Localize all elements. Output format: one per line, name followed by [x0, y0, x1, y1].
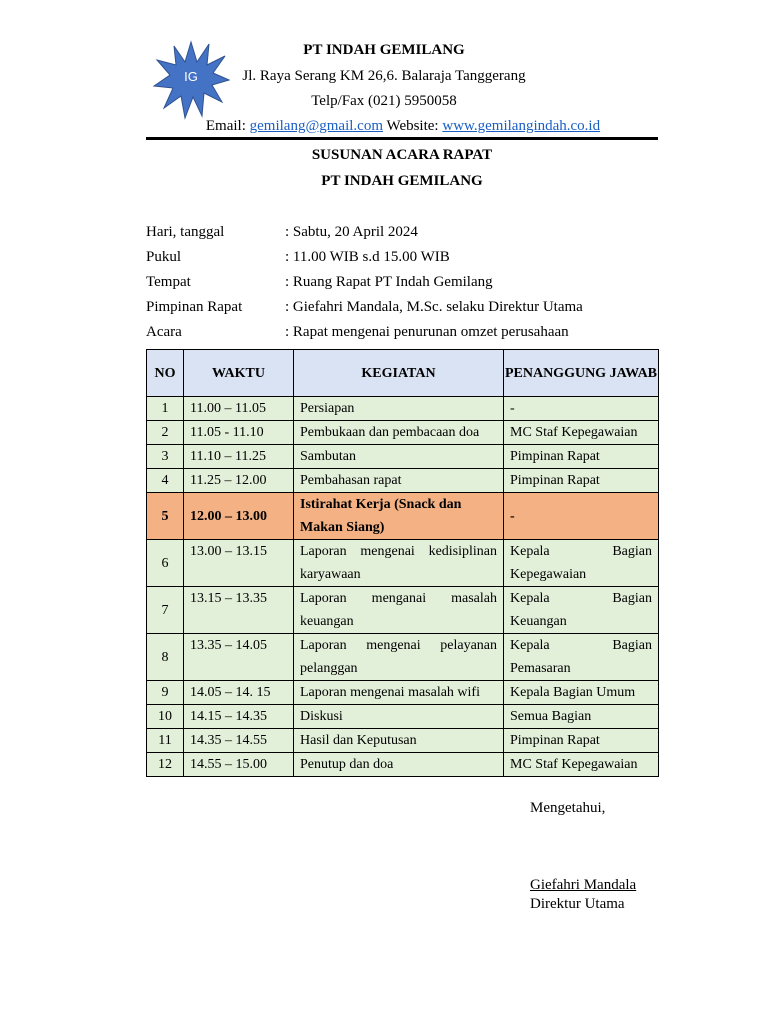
table-header-row	[147, 350, 659, 397]
cell-no: 3	[147, 445, 184, 469]
cell-waktu: 11.10 – 11.25	[184, 445, 294, 469]
cell-no: 10	[147, 705, 184, 729]
info-value: : Sabtu, 20 April 2024	[285, 224, 418, 240]
meeting-info	[146, 224, 666, 349]
cell-waktu: 13.00 – 13.15	[184, 540, 294, 587]
cell-no: 7	[147, 587, 184, 634]
cell-kegiatan: Hasil dan Keputusan	[294, 729, 504, 753]
info-row	[146, 224, 666, 249]
table-row	[147, 634, 659, 681]
logo-text: IG	[184, 69, 198, 84]
cell-penanggung-jawab: -	[504, 493, 659, 540]
cell-penanggung-jawab: Kepala Bagian Umum	[504, 681, 659, 705]
cell-waktu: 11.25 – 12.00	[184, 469, 294, 493]
column-header-penanggung-jawab: PENANGGUNG JAWAB	[504, 350, 659, 397]
cell-no: 2	[147, 421, 184, 445]
cell-waktu: 14.35 – 14.55	[184, 729, 294, 753]
cell-waktu: 11.00 – 11.05	[184, 397, 294, 421]
table-row	[147, 421, 659, 445]
table-row	[147, 729, 659, 753]
cell-waktu: 11.05 - 11.10	[184, 421, 294, 445]
cell-kegiatan: Laporan mengenai kedisiplinan karyawaan	[294, 540, 504, 587]
signature-acknowledged: Mengetahui,	[530, 800, 606, 816]
info-label: Pimpinan Rapat	[146, 299, 243, 315]
info-value: : Ruang Rapat PT Indah Gemilang	[285, 274, 493, 290]
company-telfax: Telp/Fax (021) 5950058	[311, 93, 457, 109]
cell-kegiatan: Laporan mengenai pelayanan pelanggan	[294, 634, 504, 681]
table-row-highlighted	[147, 493, 659, 540]
info-row	[146, 299, 666, 324]
info-value: : Giefahri Mandala, M.Sc. selaku Direktur Utama	[285, 299, 583, 315]
table-row	[147, 753, 659, 777]
agenda-table	[146, 349, 659, 777]
email-label: Email:	[205, 118, 246, 134]
cell-kegiatan: Istirahat Kerja (Snack dan Makan Siang)	[294, 493, 504, 540]
info-label: Hari, tanggal	[146, 224, 225, 240]
column-header-waktu: WAKTU	[184, 350, 294, 397]
cell-kegiatan: Laporan mengenai masalah wifi	[294, 681, 504, 705]
info-row	[146, 249, 666, 274]
cell-no: 5	[147, 493, 184, 540]
cell-no: 9	[147, 681, 184, 705]
cell-kegiatan: Sambutan	[294, 445, 504, 469]
table-row	[147, 705, 659, 729]
cell-no: 12	[147, 753, 184, 777]
cell-kegiatan: Pembukaan dan pembacaan doa	[294, 421, 504, 445]
cell-penanggung-jawab: Kepala Bagian Kepegawaian	[504, 540, 659, 587]
signature-position: Direktur Utama	[530, 896, 625, 912]
info-value: : 11.00 WIB s.d 15.00 WIB	[285, 249, 450, 265]
cell-penanggung-jawab: Kepala Bagian Keuangan	[504, 587, 659, 634]
cell-kegiatan: Penutup dan doa	[294, 753, 504, 777]
table-row	[147, 681, 659, 705]
document-subtitle: PT INDAH GEMILANG	[321, 173, 483, 189]
cell-waktu: 13.15 – 13.35	[184, 587, 294, 634]
cell-penanggung-jawab: -	[504, 397, 659, 421]
cell-waktu: 14.15 – 14.35	[184, 705, 294, 729]
cell-waktu: 14.05 – 14. 15	[184, 681, 294, 705]
info-value: : Rapat mengenai penurunan omzet perusahaan	[285, 324, 569, 340]
cell-kegiatan: Persiapan	[294, 397, 504, 421]
document-title: SUSUNAN ACARA RAPAT	[311, 147, 493, 163]
signature-name: Giefahri Mandala	[530, 877, 637, 893]
cell-penanggung-jawab: Kepala Bagian Pemasaran	[504, 634, 659, 681]
cell-penanggung-jawab: MC Staf Kepegawaian	[504, 753, 659, 777]
table-row	[147, 469, 659, 493]
cell-no: 6	[147, 540, 184, 587]
cell-no: 11	[147, 729, 184, 753]
header-divider	[146, 137, 658, 140]
cell-penanggung-jawab: Pimpinan Rapat	[504, 729, 659, 753]
column-header-kegiatan: KEGIATAN	[294, 350, 504, 397]
table-row	[147, 587, 659, 634]
cell-waktu: 13.35 – 14.05	[184, 634, 294, 681]
info-label: Acara	[146, 324, 182, 340]
cell-kegiatan: Laporan menganai masalah keuangan	[294, 587, 504, 634]
contact-line	[38, 118, 768, 135]
company-name: PT INDAH GEMILANG	[303, 42, 465, 58]
website-label: Website:	[386, 118, 439, 134]
cell-waktu: 14.55 – 15.00	[184, 753, 294, 777]
info-label: Tempat	[146, 274, 191, 290]
cell-kegiatan: Pembahasan rapat	[294, 469, 504, 493]
email-link[interactable]: gemilang@gmail.com	[249, 118, 383, 134]
info-row	[146, 274, 666, 299]
cell-no: 8	[147, 634, 184, 681]
info-label: Pukul	[146, 249, 182, 265]
table-row	[147, 445, 659, 469]
cell-no: 4	[147, 469, 184, 493]
cell-no: 1	[147, 397, 184, 421]
column-header-no: NO	[147, 350, 184, 397]
table-row	[147, 397, 659, 421]
cell-penanggung-jawab: MC Staf Kepegawaian	[504, 421, 659, 445]
cell-waktu: 12.00 – 13.00	[184, 493, 294, 540]
company-address: Jl. Raya Serang KM 26,6. Balaraja Tanggerang	[242, 68, 526, 84]
table-row	[147, 540, 659, 587]
cell-penanggung-jawab: Pimpinan Rapat	[504, 445, 659, 469]
website-link[interactable]: www.gemilangindah.co.id	[442, 118, 601, 134]
info-row	[146, 324, 666, 349]
cell-penanggung-jawab: Semua Bagian	[504, 705, 659, 729]
cell-kegiatan: Diskusi	[294, 705, 504, 729]
cell-penanggung-jawab: Pimpinan Rapat	[504, 469, 659, 493]
